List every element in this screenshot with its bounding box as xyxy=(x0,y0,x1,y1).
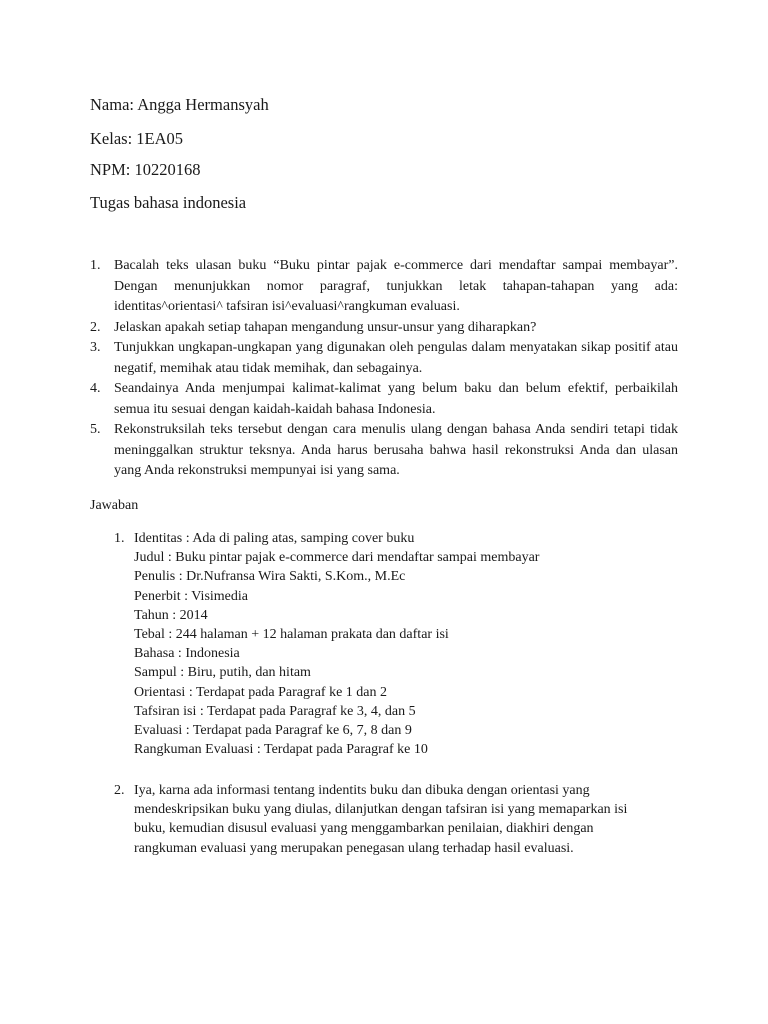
answer-2 xyxy=(114,781,674,858)
answer-line: buku, kemudian disusul evaluasi yang menggambarkan penilaian, diakhiri dengan xyxy=(134,821,594,837)
answer-line: Judul : Buku pintar pajak e-commerce dari mendaftar sampai membayar xyxy=(134,550,540,566)
answer-line: rangkuman evaluasi yang merupakan penegasan ulang terhadap hasil evaluasi. xyxy=(134,840,574,856)
answer-number: 2. xyxy=(114,783,125,798)
answer-lines xyxy=(134,781,674,858)
question-item xyxy=(90,256,678,318)
answer-line: Iya, karna ada informasi tentang indentits buku dan dibuka dengan orientasi yang xyxy=(134,783,590,798)
question-text: Tunjukkan ungkapan-ungkapan yang digunakan oleh pengulas dalam menyatakan sikap positif atau negatif, memihak atau tidak memihak, dan sebagainya. xyxy=(114,340,678,376)
student-npm: NPM: 10220168 xyxy=(90,160,201,179)
question-number: 3. xyxy=(90,340,101,355)
question-text: Jelaskan apakah setiap tahapan mengandung unsur-unsur yang diharapkan? xyxy=(114,319,537,335)
student-class: Kelas: 1EA05 xyxy=(90,129,184,148)
assignment-title: Tugas bahasa indonesia xyxy=(90,193,247,212)
answer-line: Bahasa : Indonesia xyxy=(134,646,240,662)
answer-line: Evaluasi : Terdapat pada Paragraf ke 6, 7, 8 dan 9 xyxy=(134,723,412,739)
question-item xyxy=(90,379,678,420)
answer-lines xyxy=(134,529,674,759)
answer-line: Penerbit : Visimedia xyxy=(134,588,248,604)
question-number: 5. xyxy=(90,422,101,437)
question-number: 4. xyxy=(90,381,101,396)
answer-line: Tafsiran isi : Terdapat pada Paragraf ke 3, 4, dan 5 xyxy=(134,703,416,719)
answer-line: Tebal : 244 halaman + 12 halaman prakata dan daftar isi xyxy=(134,627,449,643)
question-number: 1. xyxy=(90,258,101,273)
student-name: Nama: Angga Hermansyah xyxy=(90,95,269,114)
answers-heading: Jawaban xyxy=(90,498,139,513)
answer-1 xyxy=(114,529,674,759)
question-item xyxy=(90,318,678,339)
answer-number: 1. xyxy=(114,531,125,546)
question-list xyxy=(90,256,678,482)
question-item xyxy=(90,420,678,482)
answer-line: Penulis : Dr.Nufransa Wira Sakti, S.Kom., M.Ec xyxy=(134,569,406,585)
answer-line: Orientasi : Terdapat pada Paragraf ke 1 dan 2 xyxy=(134,684,387,700)
question-text: Seandainya Anda menjumpai kalimat-kalimat yang belum baku dan belum efektif, perbaikilah semua itu sesuai dengan kaidah-kaidah bahasa Indonesia. xyxy=(114,381,678,417)
question-text: Rekonstruksilah teks tersebut dengan cara menulis ulang dengan bahasa Anda sendiri tetapi tidak meninggalkan struktur teksnya. Anda harus berusaha bahwa hasil rekonstruksi Anda dan ulasan yang Anda rekonstruksi mempunyai isi yang sama. xyxy=(114,422,678,478)
answer-line: Tahun : 2014 xyxy=(134,607,208,623)
answer-line: mendeskripsikan buku yang diulas, dilanjutkan dengan tafsiran isi yang memaparkan isi xyxy=(134,802,628,818)
question-number: 2. xyxy=(90,319,101,335)
answer-line: Rangkuman Evaluasi : Terdapat pada Paragraf ke 10 xyxy=(134,742,428,758)
question-item xyxy=(90,338,678,379)
question-text: Bacalah teks ulasan buku “Buku pintar pajak e-commerce dari mendaftar sampai membayar”. Dengan menunjukkan nomor paragraf, tunjukkan letak tahapan-tahapan yang ada: identitas^orientasi^ tafsiran isi^evaluasi^rangkuman evaluasi. xyxy=(114,258,678,314)
answer-line: Identitas : Ada di paling atas, samping cover buku xyxy=(134,531,415,546)
answer-line: Sampul : Biru, putih, dan hitam xyxy=(134,665,311,681)
